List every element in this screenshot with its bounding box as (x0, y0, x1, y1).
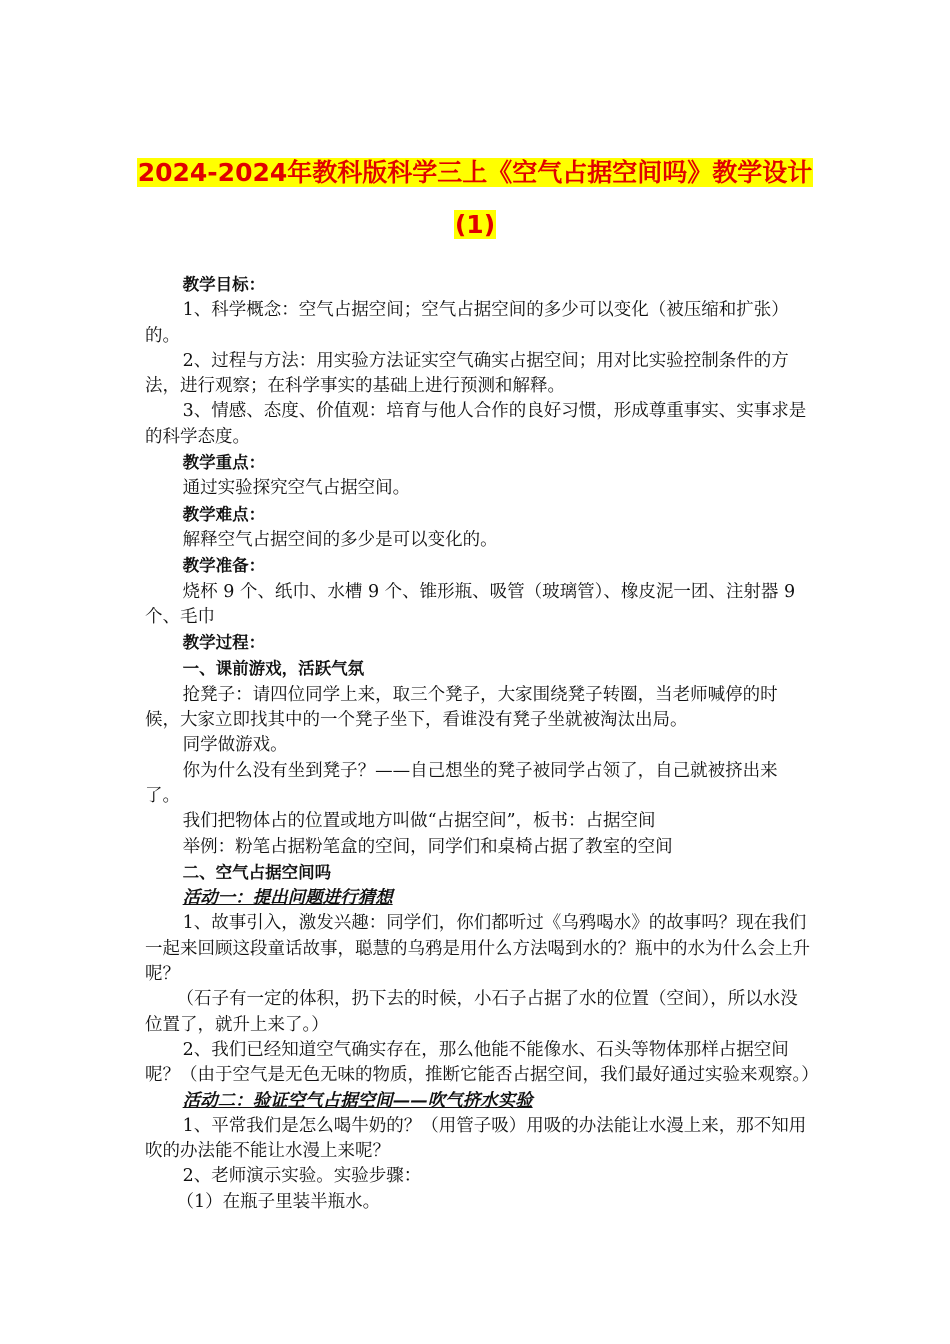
paragraph-text: 2、老师演示实验。实验步骤： (182, 1166, 422, 1187)
paragraph-text: 3、情感、态度、价值观：培育与他人合作的良好习惯，形成尊重事实、实事求是的科学态度。 (145, 401, 807, 447)
section-heading-text: 教学目标： (182, 275, 266, 294)
paragraph (145, 1190, 810, 1215)
paragraph-text: 同学做游戏。 (182, 735, 288, 756)
section-heading (145, 553, 810, 579)
paragraph (145, 733, 810, 758)
paragraph-text: 举例：粉笔占据粉笔盒的空间，同学们和桌椅占据了教室的空间 (182, 836, 673, 857)
paragraph-text: 2、过程与方法：用实验方法证实空气确实占据空间；用对比实验控制条件的方法，进行观察；在科学事实的基础上进行预测和解释。 (145, 350, 789, 397)
paragraph-text: 烧杯 9 个、纸巾、水槽 9 个、锥形瓶、吸管（玻璃管）、橡皮泥一团、注射器 9 个、毛巾 (145, 581, 796, 627)
paragraph-text: 1、科学概念：空气占据空间；空气占据空间的多少可以变化（被压缩和扩张）的。 (145, 300, 789, 346)
paragraph-text: （1）在瓶子里装半瓶水。 (176, 1191, 381, 1212)
paragraph (145, 1114, 810, 1165)
paragraph (145, 349, 810, 400)
section-heading-text: 一、课前游戏，活跃气氛 (182, 659, 365, 679)
paragraph (145, 809, 810, 834)
section-heading (145, 502, 810, 528)
section-heading-text: 教学过程： (182, 633, 266, 653)
section-heading (145, 272, 810, 298)
section-heading (145, 656, 810, 682)
activity-heading (145, 886, 810, 911)
activity-heading-text: 活动一：提出问题进行猜想 (182, 888, 393, 909)
section-heading-text: 二、空气占据空间吗 (182, 862, 332, 882)
title-line-1: 2024-2024年教科版科学三上《空气占据空间吗》教学设计 (137, 158, 813, 187)
section-heading-text: 教学重点： (182, 453, 266, 473)
paragraph (145, 298, 810, 349)
section-heading (145, 450, 810, 476)
title-line-2: (1) (454, 210, 496, 239)
paragraph-text: 你为什么没有坐到凳子？——自己想坐的凳子被同学占领了，自己就被挤出来了。 (145, 760, 778, 806)
paragraph (145, 399, 810, 450)
section-heading (145, 860, 810, 886)
paragraph (145, 835, 810, 860)
paragraph-text: 抢凳子：请四位同学上来，取三个凳子，大家围绕凳子转圈，当老师喊停的时候，大家立即找其中的一个凳子坐下，看谁没有凳子坐就被淘汰出局。 (145, 684, 778, 731)
activity-heading-text: 活动二：验证空气占据空间——吹气挤水实验 (182, 1090, 533, 1111)
paragraph (145, 987, 810, 1038)
section-heading (145, 630, 810, 656)
activity-heading (145, 1089, 810, 1114)
section-heading-text: 教学准备： (182, 556, 266, 576)
paragraph (145, 476, 810, 501)
paragraph (145, 759, 810, 810)
paragraph (145, 528, 810, 553)
document-title (0, 158, 950, 188)
section-heading-text: 教学难点： (182, 504, 266, 524)
paragraph-text: 1、故事引入，激发兴趣：同学们，你们都听过《乌鸦喝水》的故事吗？现在我们一起来回顾这段童话故事，聪慧的乌鸦是用什么方法喝到水的？瓶中的水为什么会上升呢？ (145, 913, 810, 985)
paragraph (145, 1038, 819, 1089)
document-title-suffix (0, 210, 950, 240)
document-body (145, 272, 819, 1215)
paragraph-text: 通过实验探究空气占据空间。 (182, 478, 411, 499)
paragraph-text: 1、平常我们是怎么喝牛奶的？（用管子吸）用吸的办法能让水漫上来，那不知用吹的办法能不能让水漫上来呢？ (145, 1115, 807, 1162)
paragraph (145, 911, 810, 987)
paragraph-text: 解释空气占据空间的多少是可以变化的。 (182, 529, 498, 550)
paragraph-text: 2、我们已经知道空气确实存在，那么他能不能像水、石头等物体那样占据空间呢？（由于空气是无色无味的物质，推断它能否占据空间，我们最好通过实验来观察。） (145, 1039, 819, 1086)
paragraph (145, 1164, 810, 1189)
paragraph (145, 580, 810, 631)
paragraph (145, 683, 810, 734)
paragraph-text: （石子有一定的体积，扔下去的时候，小石子占据了水的位置（空间），所以水没位置了，就升上来了。） (145, 989, 798, 1035)
paragraph-text: 我们把物体占的位置或地方叫做“占据空间”，板书：占据空间 (182, 811, 656, 832)
